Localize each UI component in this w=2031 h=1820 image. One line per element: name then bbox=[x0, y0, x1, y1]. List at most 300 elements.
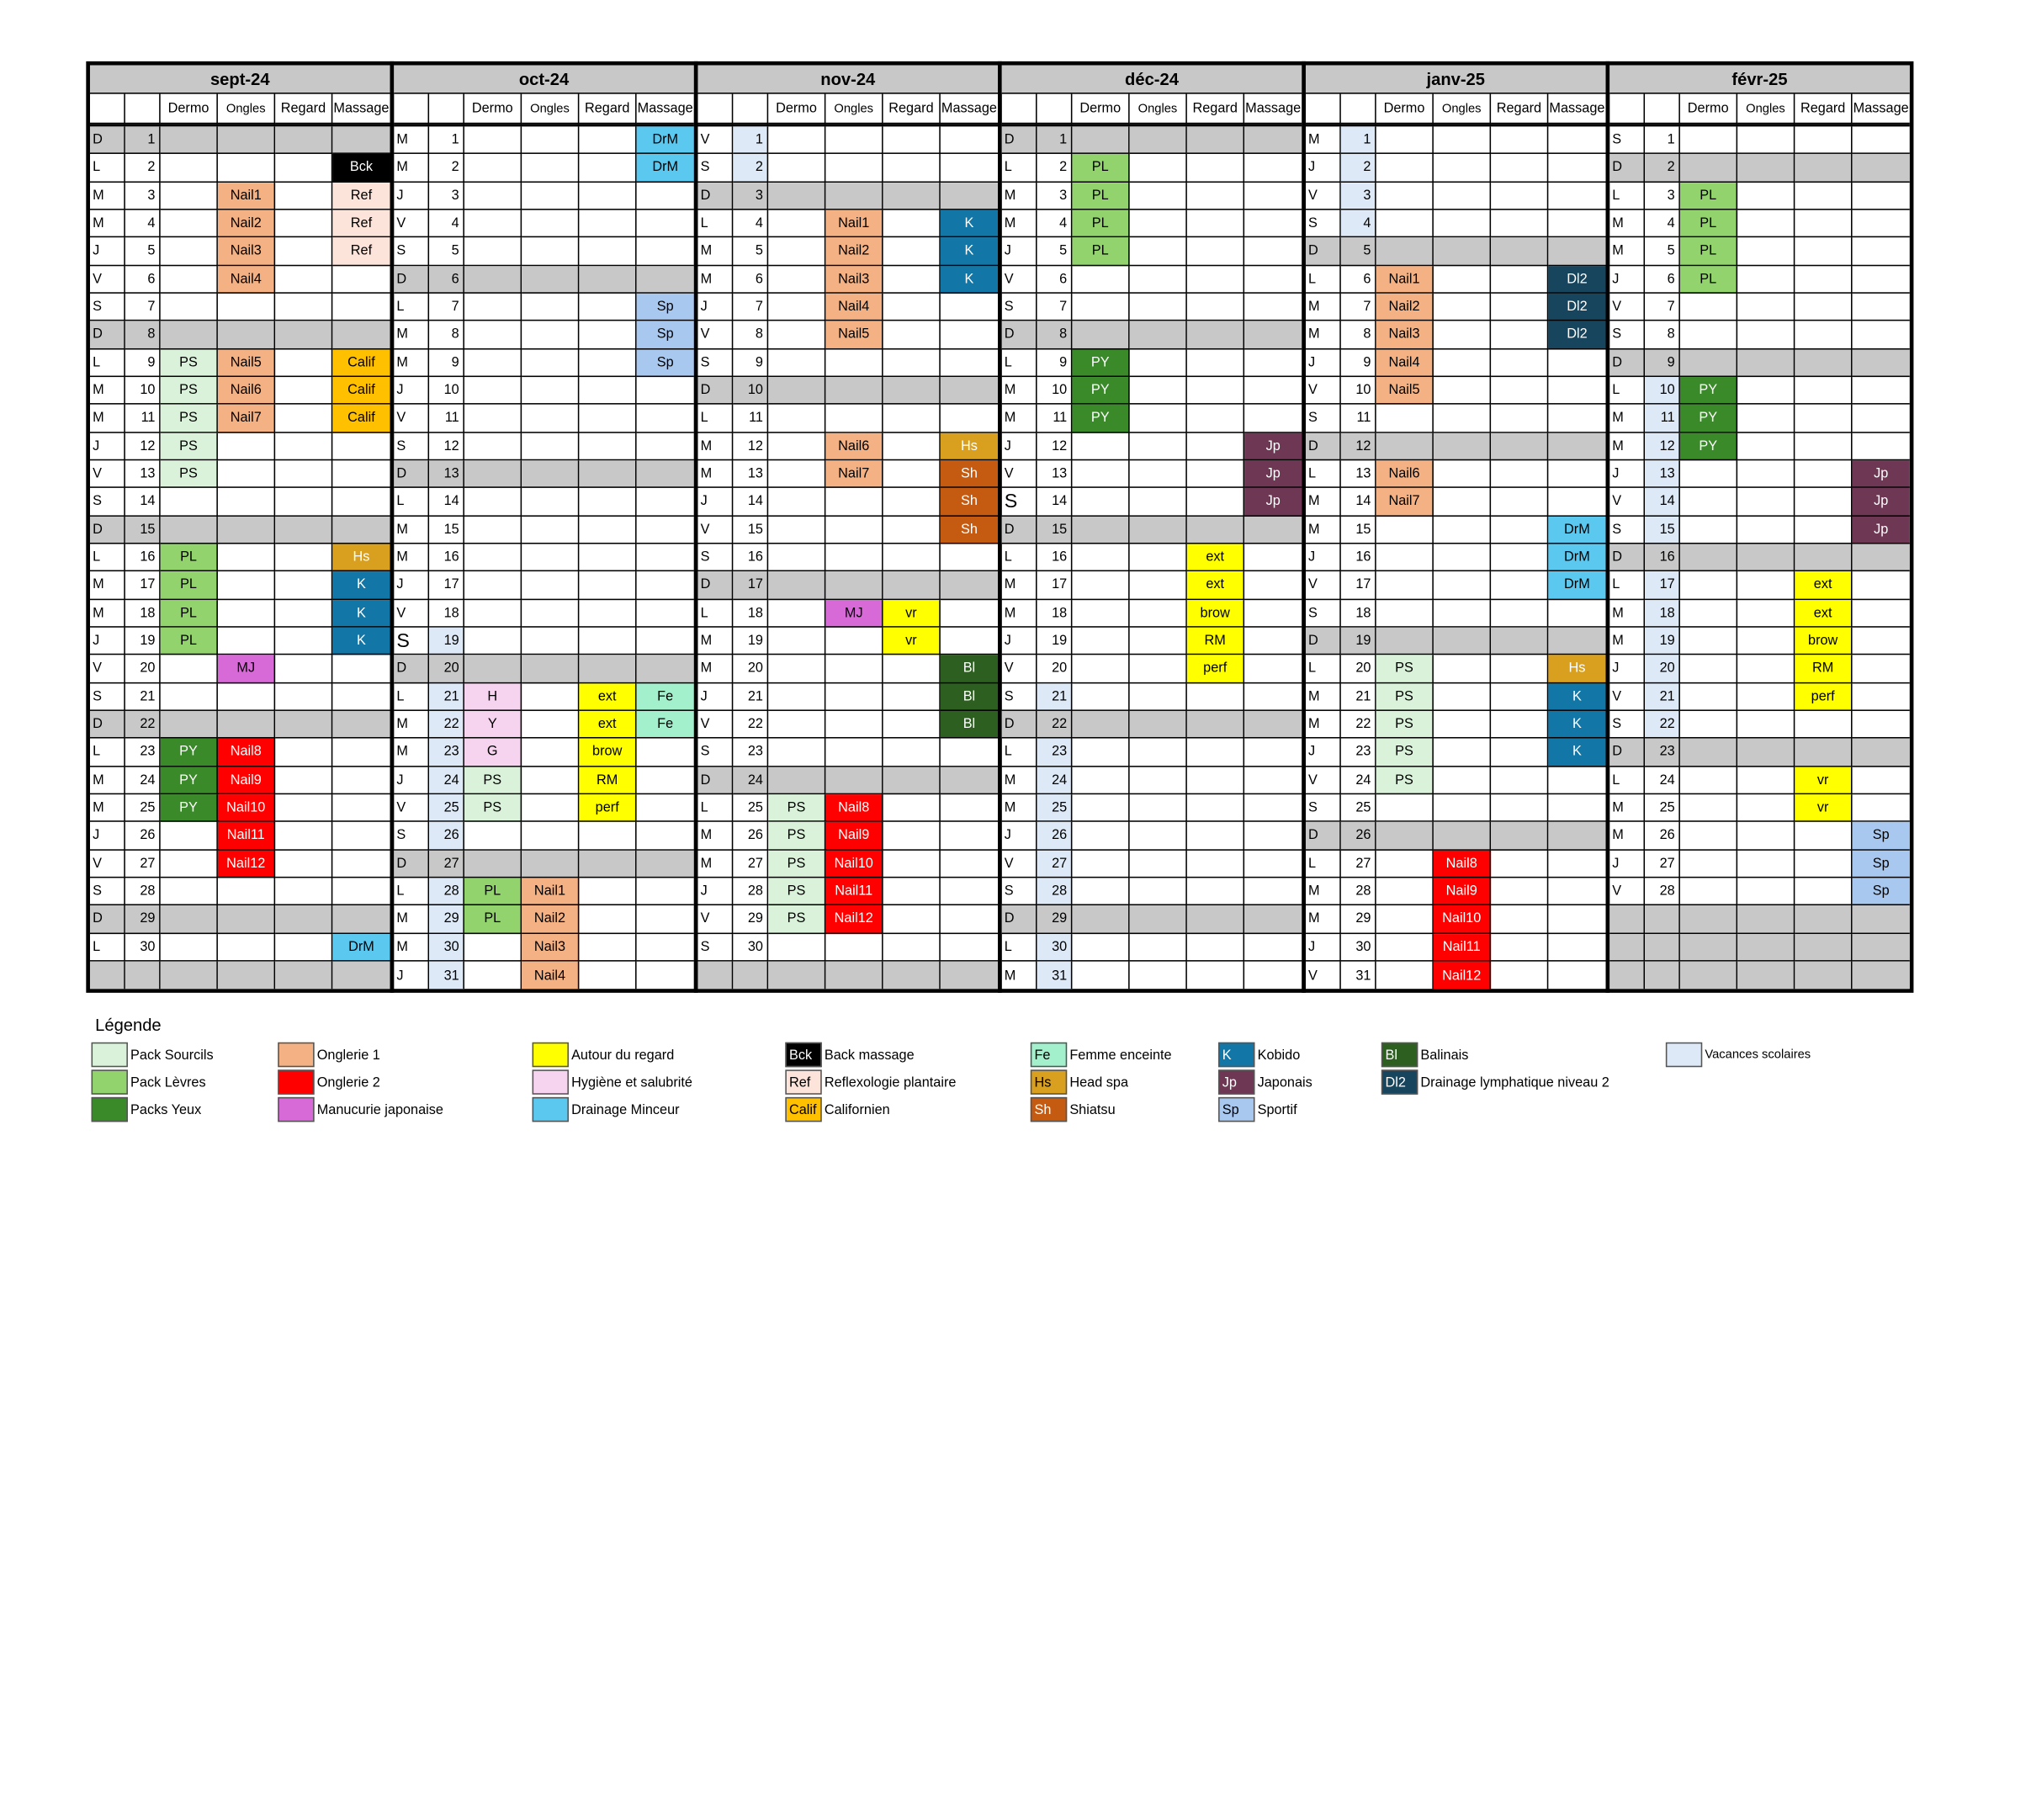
empty-cell[interactable] bbox=[1072, 571, 1129, 599]
empty-cell[interactable] bbox=[1187, 488, 1244, 516]
empty-cell[interactable] bbox=[1737, 488, 1795, 516]
activity-nail8[interactable]: Nail8 bbox=[1434, 850, 1491, 878]
empty-cell[interactable] bbox=[579, 266, 636, 294]
empty-cell[interactable] bbox=[1491, 210, 1548, 238]
empty-cell[interactable] bbox=[825, 961, 883, 989]
empty-cell[interactable] bbox=[1737, 794, 1795, 822]
empty-cell[interactable] bbox=[1548, 488, 1605, 516]
empty-cell[interactable] bbox=[275, 460, 332, 488]
activity-sp[interactable]: Sp bbox=[637, 321, 694, 349]
empty-cell[interactable] bbox=[275, 600, 332, 628]
empty-cell[interactable] bbox=[1244, 571, 1302, 599]
empty-cell[interactable] bbox=[1244, 349, 1302, 377]
activity-bl[interactable]: Bl bbox=[941, 655, 998, 683]
empty-cell[interactable] bbox=[1491, 878, 1548, 905]
empty-cell[interactable] bbox=[1853, 767, 1910, 794]
empty-cell[interactable] bbox=[941, 321, 998, 349]
empty-cell[interactable] bbox=[1130, 294, 1187, 321]
activity-ext[interactable]: ext bbox=[1795, 571, 1852, 599]
empty-cell[interactable] bbox=[1491, 516, 1548, 544]
empty-cell[interactable] bbox=[941, 349, 998, 377]
empty-cell[interactable] bbox=[218, 628, 275, 655]
empty-cell[interactable] bbox=[579, 655, 636, 683]
empty-cell[interactable] bbox=[637, 933, 694, 961]
activity-pl[interactable]: PL bbox=[161, 628, 218, 655]
empty-cell[interactable] bbox=[1434, 321, 1491, 349]
empty-cell[interactable] bbox=[218, 600, 275, 628]
empty-cell[interactable] bbox=[941, 600, 998, 628]
empty-cell[interactable] bbox=[522, 628, 579, 655]
empty-cell[interactable] bbox=[161, 905, 218, 933]
empty-cell[interactable] bbox=[1491, 377, 1548, 405]
empty-cell[interactable] bbox=[1491, 739, 1548, 767]
empty-cell[interactable] bbox=[1853, 266, 1910, 294]
activity-ps[interactable]: PS bbox=[161, 432, 218, 460]
empty-cell[interactable] bbox=[1853, 154, 1910, 182]
empty-cell[interactable] bbox=[1434, 349, 1491, 377]
empty-cell[interactable] bbox=[1853, 349, 1910, 377]
empty-cell[interactable] bbox=[275, 628, 332, 655]
empty-cell[interactable] bbox=[941, 739, 998, 767]
empty-cell[interactable] bbox=[637, 432, 694, 460]
empty-cell[interactable] bbox=[1130, 711, 1187, 739]
empty-cell[interactable] bbox=[522, 321, 579, 349]
activity-ps[interactable]: PS bbox=[768, 794, 825, 822]
activity-sh[interactable]: Sh bbox=[941, 460, 998, 488]
empty-cell[interactable] bbox=[218, 961, 275, 989]
empty-cell[interactable] bbox=[579, 183, 636, 210]
activity-y[interactable]: Y bbox=[464, 711, 522, 739]
empty-cell[interactable] bbox=[1737, 266, 1795, 294]
empty-cell[interactable] bbox=[768, 154, 825, 182]
activity-k[interactable]: K bbox=[1548, 739, 1605, 767]
empty-cell[interactable] bbox=[1680, 655, 1737, 683]
empty-cell[interactable] bbox=[161, 933, 218, 961]
empty-cell[interactable] bbox=[1737, 377, 1795, 405]
empty-cell[interactable] bbox=[218, 711, 275, 739]
empty-cell[interactable] bbox=[883, 878, 941, 905]
empty-cell[interactable] bbox=[1072, 711, 1129, 739]
activity-nail8[interactable]: Nail8 bbox=[825, 794, 883, 822]
empty-cell[interactable] bbox=[275, 516, 332, 544]
empty-cell[interactable] bbox=[579, 905, 636, 933]
empty-cell[interactable] bbox=[218, 571, 275, 599]
empty-cell[interactable] bbox=[1187, 850, 1244, 878]
empty-cell[interactable] bbox=[522, 655, 579, 683]
empty-cell[interactable] bbox=[161, 961, 218, 989]
empty-cell[interactable] bbox=[1244, 767, 1302, 794]
empty-cell[interactable] bbox=[464, 516, 522, 544]
empty-cell[interactable] bbox=[1130, 183, 1187, 210]
empty-cell[interactable] bbox=[275, 794, 332, 822]
activity-pl[interactable]: PL bbox=[1680, 210, 1737, 238]
empty-cell[interactable] bbox=[941, 126, 998, 154]
empty-cell[interactable] bbox=[1130, 850, 1187, 878]
empty-cell[interactable] bbox=[1434, 628, 1491, 655]
activity-ps[interactable]: PS bbox=[161, 349, 218, 377]
empty-cell[interactable] bbox=[1795, 822, 1852, 850]
empty-cell[interactable] bbox=[522, 767, 579, 794]
empty-cell[interactable] bbox=[768, 600, 825, 628]
empty-cell[interactable] bbox=[464, 405, 522, 432]
empty-cell[interactable] bbox=[1737, 321, 1795, 349]
empty-cell[interactable] bbox=[1680, 516, 1737, 544]
empty-cell[interactable] bbox=[1130, 822, 1187, 850]
empty-cell[interactable] bbox=[275, 655, 332, 683]
empty-cell[interactable] bbox=[1187, 154, 1244, 182]
empty-cell[interactable] bbox=[1187, 266, 1244, 294]
activity-nail3[interactable]: Nail3 bbox=[825, 266, 883, 294]
empty-cell[interactable] bbox=[1795, 126, 1852, 154]
empty-cell[interactable] bbox=[579, 321, 636, 349]
empty-cell[interactable] bbox=[1130, 266, 1187, 294]
activity-nail10[interactable]: Nail10 bbox=[1434, 905, 1491, 933]
activity-hs[interactable]: Hs bbox=[332, 544, 390, 571]
activity-sp[interactable]: Sp bbox=[637, 349, 694, 377]
empty-cell[interactable] bbox=[1737, 238, 1795, 266]
activity-calif[interactable]: Calif bbox=[332, 349, 390, 377]
activity-ps[interactable]: PS bbox=[1376, 739, 1434, 767]
empty-cell[interactable] bbox=[522, 460, 579, 488]
activity-k[interactable]: K bbox=[332, 571, 390, 599]
empty-cell[interactable] bbox=[1072, 683, 1129, 711]
empty-cell[interactable] bbox=[1434, 432, 1491, 460]
activity-nail5[interactable]: Nail5 bbox=[1376, 377, 1434, 405]
empty-cell[interactable] bbox=[1853, 600, 1910, 628]
empty-cell[interactable] bbox=[1795, 850, 1852, 878]
activity-nail3[interactable]: Nail3 bbox=[522, 933, 579, 961]
empty-cell[interactable] bbox=[1853, 933, 1910, 961]
empty-cell[interactable] bbox=[1130, 878, 1187, 905]
empty-cell[interactable] bbox=[1130, 571, 1187, 599]
activity-nail9[interactable]: Nail9 bbox=[825, 822, 883, 850]
empty-cell[interactable] bbox=[275, 767, 332, 794]
empty-cell[interactable] bbox=[522, 794, 579, 822]
activity-nail11[interactable]: Nail11 bbox=[825, 878, 883, 905]
empty-cell[interactable] bbox=[1376, 154, 1434, 182]
empty-cell[interactable] bbox=[883, 294, 941, 321]
empty-cell[interactable] bbox=[1548, 933, 1605, 961]
empty-cell[interactable] bbox=[941, 933, 998, 961]
empty-cell[interactable] bbox=[941, 767, 998, 794]
empty-cell[interactable] bbox=[1853, 432, 1910, 460]
empty-cell[interactable] bbox=[1853, 961, 1910, 989]
empty-cell[interactable] bbox=[1737, 933, 1795, 961]
activity-drm[interactable]: DrM bbox=[332, 933, 390, 961]
empty-cell[interactable] bbox=[637, 488, 694, 516]
empty-cell[interactable] bbox=[1548, 905, 1605, 933]
empty-cell[interactable] bbox=[1491, 794, 1548, 822]
empty-cell[interactable] bbox=[1376, 571, 1434, 599]
empty-cell[interactable] bbox=[464, 349, 522, 377]
empty-cell[interactable] bbox=[1434, 516, 1491, 544]
empty-cell[interactable] bbox=[1853, 655, 1910, 683]
empty-cell[interactable] bbox=[275, 850, 332, 878]
empty-cell[interactable] bbox=[1434, 767, 1491, 794]
empty-cell[interactable] bbox=[1376, 822, 1434, 850]
empty-cell[interactable] bbox=[332, 432, 390, 460]
empty-cell[interactable] bbox=[1187, 767, 1244, 794]
empty-cell[interactable] bbox=[637, 628, 694, 655]
activity-pl[interactable]: PL bbox=[161, 544, 218, 571]
empty-cell[interactable] bbox=[332, 460, 390, 488]
empty-cell[interactable] bbox=[825, 571, 883, 599]
empty-cell[interactable] bbox=[1072, 850, 1129, 878]
empty-cell[interactable] bbox=[1737, 349, 1795, 377]
empty-cell[interactable] bbox=[883, 822, 941, 850]
empty-cell[interactable] bbox=[1072, 767, 1129, 794]
empty-cell[interactable] bbox=[637, 571, 694, 599]
empty-cell[interactable] bbox=[1680, 905, 1737, 933]
activity-dl2[interactable]: Dl2 bbox=[1548, 321, 1605, 349]
empty-cell[interactable] bbox=[579, 460, 636, 488]
empty-cell[interactable] bbox=[1680, 126, 1737, 154]
empty-cell[interactable] bbox=[941, 294, 998, 321]
empty-cell[interactable] bbox=[522, 711, 579, 739]
activity-nail4[interactable]: Nail4 bbox=[218, 266, 275, 294]
empty-cell[interactable] bbox=[1680, 767, 1737, 794]
empty-cell[interactable] bbox=[637, 238, 694, 266]
empty-cell[interactable] bbox=[1072, 905, 1129, 933]
empty-cell[interactable] bbox=[1130, 432, 1187, 460]
empty-cell[interactable] bbox=[1680, 488, 1737, 516]
empty-cell[interactable] bbox=[332, 321, 390, 349]
empty-cell[interactable] bbox=[161, 266, 218, 294]
empty-cell[interactable] bbox=[768, 321, 825, 349]
empty-cell[interactable] bbox=[1072, 544, 1129, 571]
empty-cell[interactable] bbox=[1072, 516, 1129, 544]
empty-cell[interactable] bbox=[1795, 516, 1852, 544]
empty-cell[interactable] bbox=[1072, 822, 1129, 850]
empty-cell[interactable] bbox=[883, 377, 941, 405]
empty-cell[interactable] bbox=[1795, 933, 1852, 961]
empty-cell[interactable] bbox=[464, 488, 522, 516]
empty-cell[interactable] bbox=[1434, 794, 1491, 822]
activity-py[interactable]: PY bbox=[1680, 377, 1737, 405]
empty-cell[interactable] bbox=[522, 405, 579, 432]
activity-rm[interactable]: RM bbox=[1187, 628, 1244, 655]
activity-nail12[interactable]: Nail12 bbox=[218, 850, 275, 878]
empty-cell[interactable] bbox=[1244, 321, 1302, 349]
empty-cell[interactable] bbox=[218, 878, 275, 905]
empty-cell[interactable] bbox=[1244, 126, 1302, 154]
empty-cell[interactable] bbox=[464, 822, 522, 850]
empty-cell[interactable] bbox=[637, 460, 694, 488]
empty-cell[interactable] bbox=[522, 210, 579, 238]
empty-cell[interactable] bbox=[1434, 294, 1491, 321]
activity-nail4[interactable]: Nail4 bbox=[825, 294, 883, 321]
empty-cell[interactable] bbox=[1072, 628, 1129, 655]
empty-cell[interactable] bbox=[1795, 154, 1852, 182]
activity-ps[interactable]: PS bbox=[768, 822, 825, 850]
activity-ps[interactable]: PS bbox=[1376, 655, 1434, 683]
empty-cell[interactable] bbox=[1737, 878, 1795, 905]
empty-cell[interactable] bbox=[883, 794, 941, 822]
activity-nail12[interactable]: Nail12 bbox=[825, 905, 883, 933]
activity-ps[interactable]: PS bbox=[161, 377, 218, 405]
activity-perf[interactable]: perf bbox=[1187, 655, 1244, 683]
empty-cell[interactable] bbox=[522, 183, 579, 210]
empty-cell[interactable] bbox=[1244, 294, 1302, 321]
empty-cell[interactable] bbox=[464, 377, 522, 405]
empty-cell[interactable] bbox=[161, 321, 218, 349]
empty-cell[interactable] bbox=[1130, 349, 1187, 377]
empty-cell[interactable] bbox=[1491, 822, 1548, 850]
empty-cell[interactable] bbox=[1130, 933, 1187, 961]
empty-cell[interactable] bbox=[275, 905, 332, 933]
empty-cell[interactable] bbox=[1187, 878, 1244, 905]
empty-cell[interactable] bbox=[464, 210, 522, 238]
empty-cell[interactable] bbox=[1187, 516, 1244, 544]
empty-cell[interactable] bbox=[275, 349, 332, 377]
activity-jp[interactable]: Jp bbox=[1853, 516, 1910, 544]
empty-cell[interactable] bbox=[883, 266, 941, 294]
empty-cell[interactable] bbox=[1130, 794, 1187, 822]
empty-cell[interactable] bbox=[825, 711, 883, 739]
empty-cell[interactable] bbox=[637, 739, 694, 767]
empty-cell[interactable] bbox=[1548, 961, 1605, 989]
empty-cell[interactable] bbox=[579, 600, 636, 628]
empty-cell[interactable] bbox=[464, 600, 522, 628]
empty-cell[interactable] bbox=[332, 655, 390, 683]
empty-cell[interactable] bbox=[275, 321, 332, 349]
empty-cell[interactable] bbox=[768, 544, 825, 571]
empty-cell[interactable] bbox=[1130, 655, 1187, 683]
empty-cell[interactable] bbox=[161, 711, 218, 739]
empty-cell[interactable] bbox=[1072, 933, 1129, 961]
empty-cell[interactable] bbox=[332, 739, 390, 767]
activity-perf[interactable]: perf bbox=[579, 794, 636, 822]
empty-cell[interactable] bbox=[1853, 711, 1910, 739]
empty-cell[interactable] bbox=[522, 850, 579, 878]
empty-cell[interactable] bbox=[464, 933, 522, 961]
empty-cell[interactable] bbox=[768, 571, 825, 599]
empty-cell[interactable] bbox=[522, 294, 579, 321]
empty-cell[interactable] bbox=[1130, 126, 1187, 154]
empty-cell[interactable] bbox=[1187, 377, 1244, 405]
empty-cell[interactable] bbox=[1244, 905, 1302, 933]
empty-cell[interactable] bbox=[825, 628, 883, 655]
activity-pl[interactable]: PL bbox=[1072, 238, 1129, 266]
empty-cell[interactable] bbox=[941, 377, 998, 405]
activity-nail4[interactable]: Nail4 bbox=[522, 961, 579, 989]
empty-cell[interactable] bbox=[464, 460, 522, 488]
empty-cell[interactable] bbox=[1244, 210, 1302, 238]
empty-cell[interactable] bbox=[579, 850, 636, 878]
empty-cell[interactable] bbox=[464, 628, 522, 655]
activity-pl[interactable]: PL bbox=[464, 905, 522, 933]
empty-cell[interactable] bbox=[1072, 600, 1129, 628]
activity-brow[interactable]: brow bbox=[579, 739, 636, 767]
activity-sp[interactable]: Sp bbox=[1853, 878, 1910, 905]
empty-cell[interactable] bbox=[1130, 600, 1187, 628]
empty-cell[interactable] bbox=[1795, 405, 1852, 432]
empty-cell[interactable] bbox=[1187, 822, 1244, 850]
empty-cell[interactable] bbox=[1434, 488, 1491, 516]
empty-cell[interactable] bbox=[941, 183, 998, 210]
empty-cell[interactable] bbox=[883, 488, 941, 516]
empty-cell[interactable] bbox=[1244, 794, 1302, 822]
empty-cell[interactable] bbox=[1737, 432, 1795, 460]
activity-nail9[interactable]: Nail9 bbox=[1434, 878, 1491, 905]
empty-cell[interactable] bbox=[1130, 405, 1187, 432]
empty-cell[interactable] bbox=[1072, 794, 1129, 822]
empty-cell[interactable] bbox=[637, 405, 694, 432]
empty-cell[interactable] bbox=[1434, 238, 1491, 266]
empty-cell[interactable] bbox=[883, 850, 941, 878]
empty-cell[interactable] bbox=[883, 767, 941, 794]
empty-cell[interactable] bbox=[579, 628, 636, 655]
empty-cell[interactable] bbox=[1737, 655, 1795, 683]
activity-pl[interactable]: PL bbox=[1072, 154, 1129, 182]
empty-cell[interactable] bbox=[825, 154, 883, 182]
empty-cell[interactable] bbox=[275, 126, 332, 154]
activity-nail10[interactable]: Nail10 bbox=[825, 850, 883, 878]
empty-cell[interactable] bbox=[275, 488, 332, 516]
empty-cell[interactable] bbox=[1491, 961, 1548, 989]
empty-cell[interactable] bbox=[768, 377, 825, 405]
activity-dl2[interactable]: Dl2 bbox=[1548, 294, 1605, 321]
activity-nail3[interactable]: Nail3 bbox=[218, 238, 275, 266]
empty-cell[interactable] bbox=[161, 210, 218, 238]
activity-nail11[interactable]: Nail11 bbox=[1434, 933, 1491, 961]
activity-nail2[interactable]: Nail2 bbox=[218, 210, 275, 238]
empty-cell[interactable] bbox=[1680, 154, 1737, 182]
activity-py[interactable]: PY bbox=[1072, 405, 1129, 432]
empty-cell[interactable] bbox=[1130, 377, 1187, 405]
empty-cell[interactable] bbox=[825, 126, 883, 154]
empty-cell[interactable] bbox=[1434, 154, 1491, 182]
empty-cell[interactable] bbox=[275, 294, 332, 321]
empty-cell[interactable] bbox=[1491, 183, 1548, 210]
empty-cell[interactable] bbox=[275, 961, 332, 989]
empty-cell[interactable] bbox=[218, 432, 275, 460]
activity-nail6[interactable]: Nail6 bbox=[825, 432, 883, 460]
empty-cell[interactable] bbox=[1853, 683, 1910, 711]
empty-cell[interactable] bbox=[768, 488, 825, 516]
empty-cell[interactable] bbox=[1853, 377, 1910, 405]
empty-cell[interactable] bbox=[579, 126, 636, 154]
activity-brow[interactable]: brow bbox=[1187, 600, 1244, 628]
empty-cell[interactable] bbox=[1491, 571, 1548, 599]
empty-cell[interactable] bbox=[1244, 600, 1302, 628]
empty-cell[interactable] bbox=[1795, 294, 1852, 321]
empty-cell[interactable] bbox=[1548, 432, 1605, 460]
empty-cell[interactable] bbox=[464, 238, 522, 266]
empty-cell[interactable] bbox=[1244, 655, 1302, 683]
empty-cell[interactable] bbox=[768, 516, 825, 544]
empty-cell[interactable] bbox=[522, 544, 579, 571]
empty-cell[interactable] bbox=[1737, 544, 1795, 571]
empty-cell[interactable] bbox=[1737, 961, 1795, 989]
empty-cell[interactable] bbox=[1737, 628, 1795, 655]
empty-cell[interactable] bbox=[637, 822, 694, 850]
empty-cell[interactable] bbox=[637, 850, 694, 878]
empty-cell[interactable] bbox=[579, 961, 636, 989]
empty-cell[interactable] bbox=[1244, 711, 1302, 739]
activity-sp[interactable]: Sp bbox=[1853, 850, 1910, 878]
empty-cell[interactable] bbox=[579, 154, 636, 182]
empty-cell[interactable] bbox=[1187, 794, 1244, 822]
activity-sh[interactable]: Sh bbox=[941, 516, 998, 544]
empty-cell[interactable] bbox=[637, 794, 694, 822]
empty-cell[interactable] bbox=[464, 655, 522, 683]
empty-cell[interactable] bbox=[161, 183, 218, 210]
empty-cell[interactable] bbox=[1680, 794, 1737, 822]
activity-nail6[interactable]: Nail6 bbox=[1376, 460, 1434, 488]
activity-ext[interactable]: ext bbox=[579, 683, 636, 711]
empty-cell[interactable] bbox=[1130, 905, 1187, 933]
